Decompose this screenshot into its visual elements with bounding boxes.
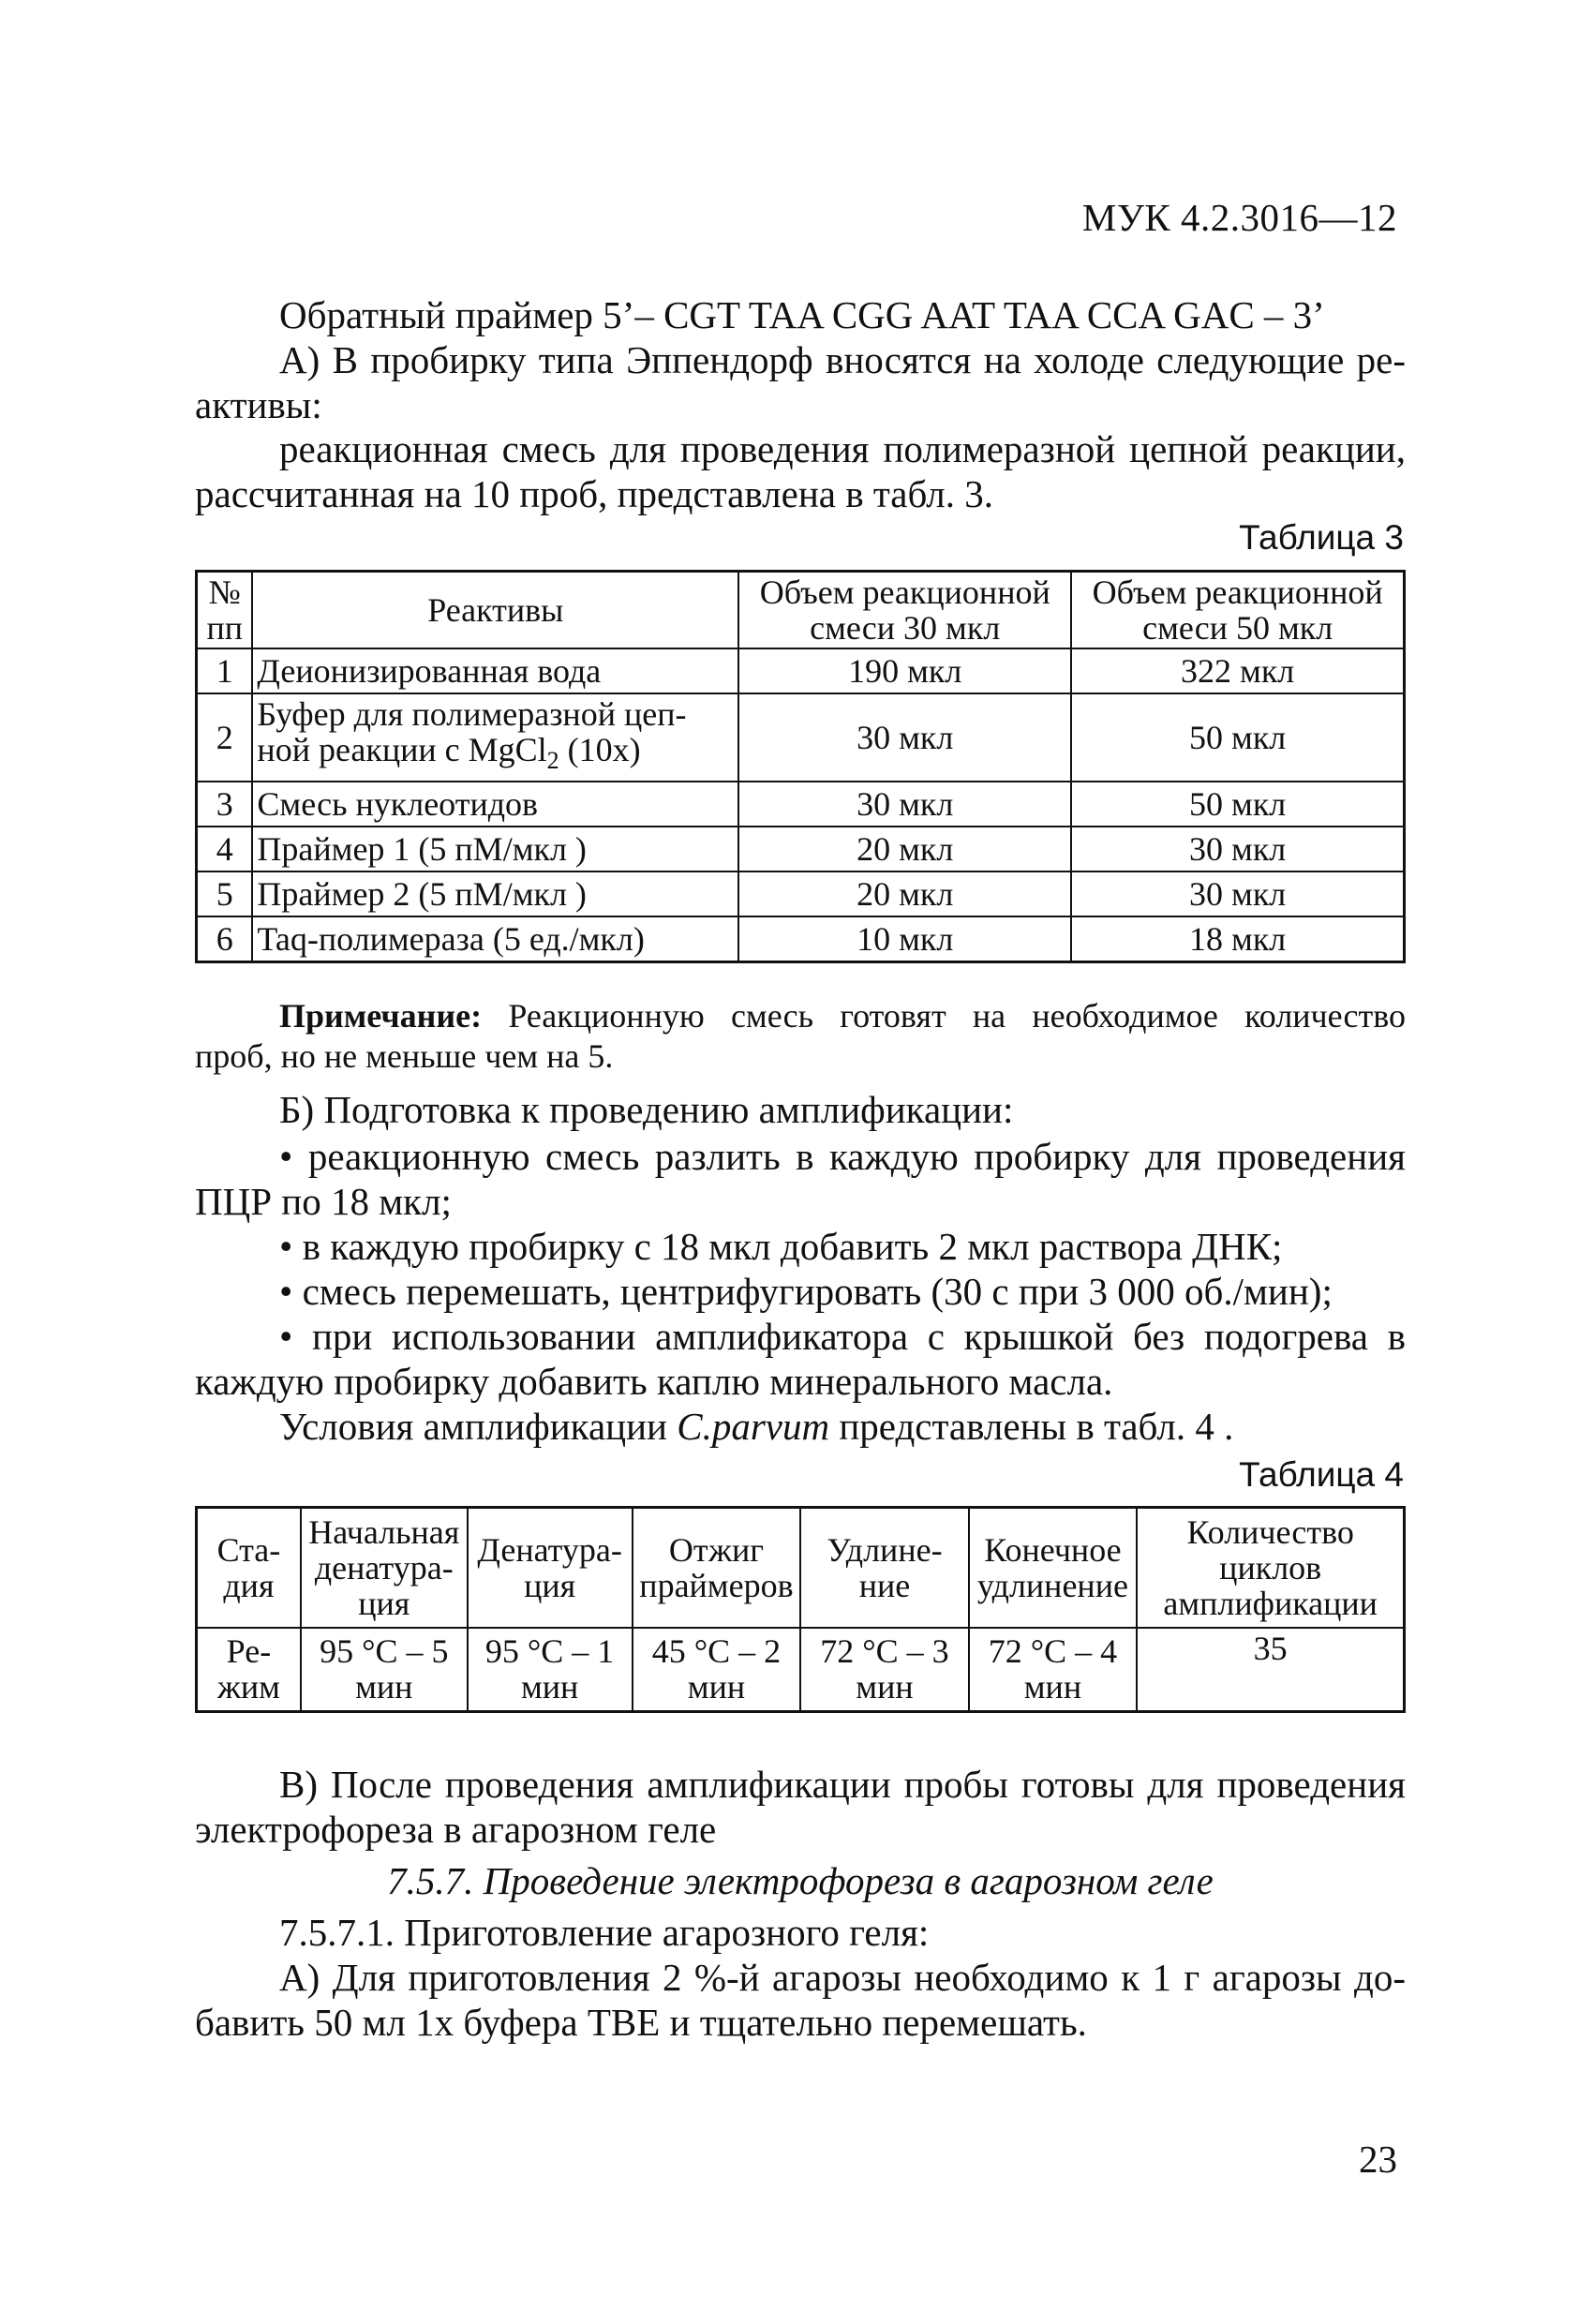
row-vol50: 18 мкл [1071,916,1404,961]
species-name: C.parvum [677,1405,830,1448]
table-4 [195,1506,1406,1713]
row-vol50: 322 мкл [1071,648,1404,693]
document-code: МУК 4.2.3016—12 [1081,196,1397,239]
table-row [197,648,1405,693]
row-vol50: 30 мкл [1071,872,1404,916]
header-num: № пп [197,572,253,649]
mix-line-2: рассчитанная на 10 проб, представлена в табл. 3. [195,472,993,515]
table-4-header-row [197,1508,1405,1628]
table-3 [195,570,1406,963]
row-reagent [252,693,738,782]
page-number: 23 [1359,2138,1397,2181]
row-reagent: Смесь нуклеотидов [252,782,738,827]
note-line-2: проб, но не меньше чем на 5. [195,1037,614,1075]
table-row [197,1628,1405,1712]
row-num: 5 [197,872,253,916]
note-text: Реакционную смесь готовят на необходимое количество [482,997,1406,1035]
note-line-1 [195,996,1406,1036]
row-vol50: 50 мкл [1071,782,1404,827]
row-reagent: Праймер 1 (5 пМ/мкл ) [252,827,738,872]
row-vol30: 30 мкл [738,693,1071,782]
subsection-item: 7.5.7.1. Приготовление агарозного геля: [279,1911,930,1954]
bullet-1-line-1: • реакционную смесь разлить в каждую пробирку для проведения [279,1135,1406,1178]
header-reagent: Реактивы [252,572,738,649]
row-reagent: Деионизированная вода [252,648,738,693]
row-reagent: Taq-полимераза (5 ед./мкл) [252,916,738,961]
table-4-caption: Таблица 4 [1239,1455,1404,1494]
agarose-line-2: бавить 50 мл 1х буфера ТВЕ и тщательно перемешать. [195,2001,1087,2044]
row-num: 1 [197,648,253,693]
header-stage: Ста-дия [197,1508,301,1628]
agarose-line-1: А) Для приготовления 2 %-й агарозы необходимо к 1 г агарозы до- [279,1956,1406,1999]
step-a-line-1: А) В пробирку типа Эппендорф вносятся на холоде следующие ре- [279,338,1406,381]
row-vol30: 10 мкл [738,916,1071,961]
header-extend: Удлине-ние [800,1508,968,1628]
row-stage: Ре-жим [197,1628,301,1712]
row-vol30: 190 мкл [738,648,1071,693]
header-cycles: Количество циклов амплификации [1137,1508,1404,1628]
bullet-4-line-2: каждую пробирку добавить каплю минерального масла. [195,1360,1113,1403]
row-num: 3 [197,782,253,827]
header-final: Конечное удлинение [969,1508,1138,1628]
bullet-1-line-2: ПЦР по 18 мкл; [195,1180,452,1223]
row-vol30: 20 мкл [738,872,1071,916]
row-initial: 95 °С – 5 мин [301,1628,468,1712]
row-vol50: 30 мкл [1071,827,1404,872]
row-vol50: 50 мкл [1071,693,1404,782]
section-b-title: Б) Подготовка к проведению амплификации: [279,1088,1014,1131]
header-vol50: Объем реакционной смеси 50 мкл [1071,572,1404,649]
primer-line: Обратный праймер 5’– CGT TAA CGG AAT TAA CCA GAC – 3’ [279,293,1325,336]
row-reagent-part: ной реакции с MgCl [257,731,547,768]
row-reagent: Праймер 2 (5 пМ/мкл ) [252,872,738,916]
header-denat: Денатура-ция [468,1508,633,1628]
note-label: Примечание: [279,997,483,1035]
bullet-2: • в каждую пробирку с 18 мкл добавить 2 мкл раствора ДНК; [279,1225,1283,1268]
header-anneal: Отжиг праймеров [633,1508,801,1628]
conditions-text: представлены в табл. 4 . [829,1405,1234,1448]
conditions-line [195,1404,1406,1449]
subscript: 2 [546,747,559,775]
row-cycles: 35 [1137,1628,1404,1712]
mix-line-1: реакционная смесь для проведения полимеразной цепной реакции, [279,427,1406,470]
row-extend: 72 °С – 3 мин [800,1628,968,1712]
header-initial: Начальная денатура-ция [301,1508,468,1628]
table-row [197,872,1405,916]
row-reagent-part: (10х) [559,731,641,768]
header-vol30: Объем реакционной смеси 30 мкл [738,572,1071,649]
table-3-header-row [197,572,1405,649]
row-vol30: 30 мкл [738,782,1071,827]
row-num: 2 [197,693,253,782]
row-vol30: 20 мкл [738,827,1071,872]
subsection-title: 7.5.7. Проведение электрофореза в агарозном геле [387,1859,1214,1902]
table-row [197,827,1405,872]
conditions-text: Условия амплификации [279,1405,678,1448]
table-row [197,916,1405,961]
section-c-line-1: В) После проведения амплификации пробы готовы для проведения [279,1763,1406,1806]
bullet-3: • смесь перемешать, центрифугировать (30 с при 3 000 об./мин); [279,1270,1333,1313]
row-num: 4 [197,827,253,872]
section-c-line-2: электрофореза в агарозном геле [195,1808,717,1851]
table-3-caption: Таблица 3 [1239,518,1404,557]
table-row [197,693,1405,782]
row-num: 6 [197,916,253,961]
row-anneal: 45 °С – 2 мин [633,1628,801,1712]
row-final: 72 °С – 4 мин [969,1628,1138,1712]
row-reagent-part: Буфер для полимеразной цеп- [257,695,687,733]
row-denat: 95 °С – 1 мин [468,1628,633,1712]
table-row [197,782,1405,827]
bullet-4-line-1: • при использовании амплификатора с крышкой без подогрева в [279,1315,1406,1358]
step-a-line-2: активы: [195,383,322,426]
